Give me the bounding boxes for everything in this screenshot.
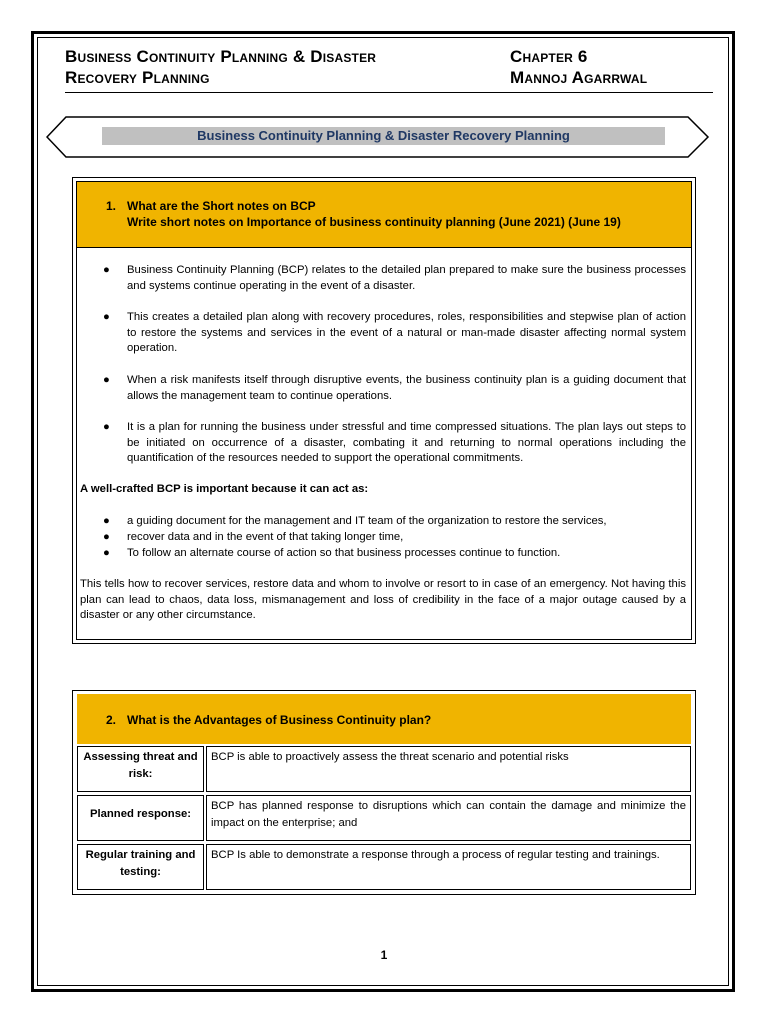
q2-row1-value: BCP is able to proactively assess the threat scenario and potential risks [206,746,691,792]
page-number: 1 [380,948,388,962]
q1-list-3: To follow an alternate course of action so that business processes continue to function. [127,547,561,559]
q1-title-line2: Write short notes on Importance of business continuity planning (June 2021) (June 19) [127,215,621,229]
q1-heading [77,182,691,248]
bullet-icon: ● [103,264,110,276]
author-name: Mannoj Agarrwal [510,68,648,87]
q1-bullet-1: Business Continuity Planning (BCP) relates to the detailed plan prepared to make sure the business processes and systems continue operating in the event of a disaster. [127,264,686,292]
q1-title-line1: What are the Short notes on BCP [127,199,316,213]
q1-closing-paragraph: This tells how to recover services, restore data and whom to involve or resort to in case of an emergency. Not having this plan can lead to chaos, data loss, mismanagement and loss of credibility in the face of a major outage caused by a disaster or any other circumstance. [80,578,686,621]
q1-bullet-2: This creates a detailed plan along with recovery procedures, roles, responsibilities and stepwise plan of action to restore the systems and services in the event of a natural or man-made disaster affecting normal system operation. [127,311,686,354]
chapter-info [510,46,710,88]
banner-title: Business Continuity Planning & Disaster Recovery Planning [102,127,665,145]
q2-heading [77,694,691,744]
q1-box-inner [76,181,692,640]
q1-list-1: a guiding document for the management and IT team of the organization to restore the services, [127,515,607,527]
bullet-icon: ● [103,421,110,433]
document-title-line2: Recovery Planning [65,68,210,87]
q2-row3-label: Regular training and testing: [77,844,204,890]
q1-bullet-3: When a risk manifests itself through disruptive events, the business continuity plan is a guiding document that allows the management team to continue operations. [127,374,686,402]
bullet-icon: ● [103,374,110,386]
bullet-icon: ● [103,547,110,559]
q1-subheading: A well-crafted BCP is important because it can act as: [80,483,369,495]
q2-row1-label: Assessing threat and risk: [77,746,204,792]
header-rule [65,92,713,93]
q2-row2-label: Planned response: [77,795,204,841]
bullet-icon: ● [103,531,110,543]
section-banner [46,116,710,158]
bullet-icon: ● [103,311,110,323]
q2-row3-value: BCP Is able to demonstrate a response through a process of regular testing and trainings. [206,844,691,890]
document-title [65,46,485,88]
q1-bullet-4: It is a plan for running the business under stressful and time compressed situations. The plan lays out steps to be initiated on occurrence of a disaster, combating it and returning to normal operations including the quantification of the resources needed to support the operational commitments. [127,421,686,464]
bullet-icon: ● [103,515,110,527]
q1-list-2: recover data and in the event of that taking longer time, [127,531,404,543]
q1-number: 1. [106,199,117,213]
q2-number: 2. [106,713,117,727]
chapter-label: Chapter 6 [510,47,588,66]
q2-row2-value: BCP has planned response to disruptions which can contain the damage and minimize the impact on the enterprise; and [206,795,691,841]
document-title-line1: Business Continuity Planning & Disaster [65,47,377,66]
q2-title: What is the Advantages of Business Continuity plan? [127,713,432,727]
